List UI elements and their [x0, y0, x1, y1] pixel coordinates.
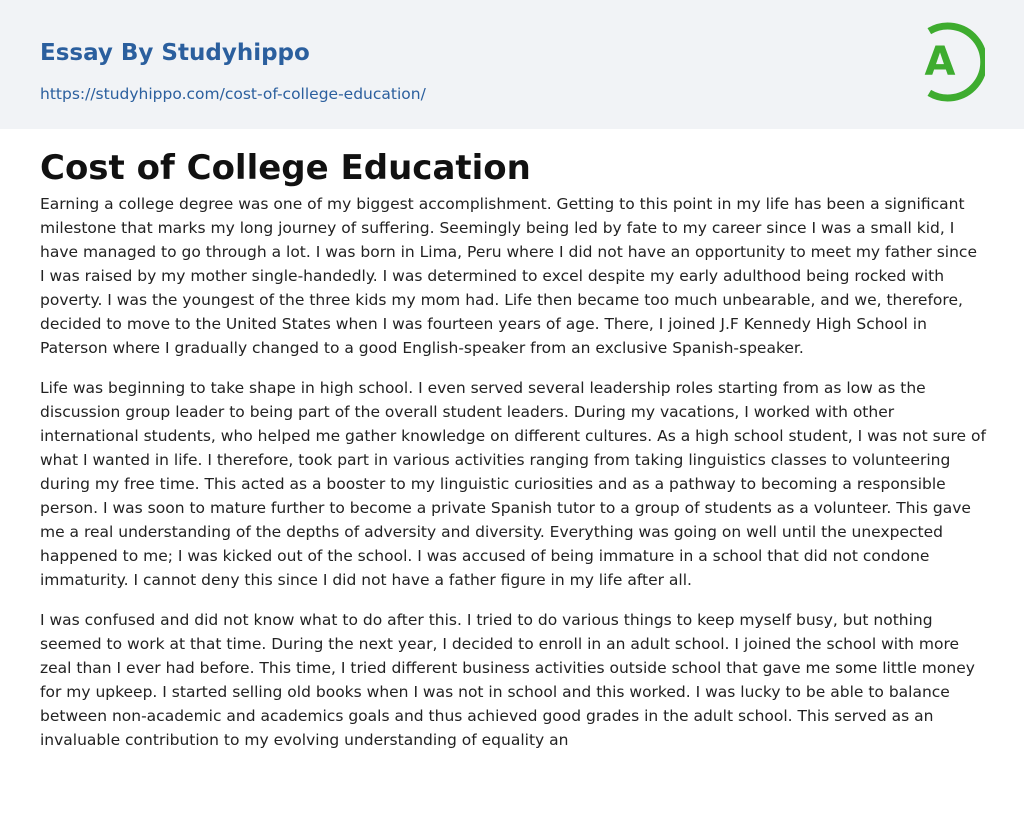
essay-content: [0, 129, 1024, 752]
essay-url-link[interactable]: https://studyhippo.com/cost-of-college-education/: [40, 85, 426, 103]
essay-paragraph-1: Earning a college degree was one of my biggest accomplishment. Getting to this point in my life has been a significant milestone that marks my long journey of suffering. Seemingly being led by fate to my career since I was a small kid, I have managed to go through a lot. I was born in Lima, Peru where I did not have an opportunity to meet my father since I was raised by my mother single-handedly. I was determined to excel despite my early adulthood being rocked with poverty. I was the youngest of the three kids my mom had. Life then became too much unbearable, and we, therefore, decided to move to the United States when I was fourteen years of age. There, I joined J.F Kennedy High School in Paterson where I gradually changed to a good English-speaker from an exclusive Spanish-speaker.: [40, 195, 977, 357]
logo-letter: A: [924, 39, 956, 85]
site-header: [0, 0, 1024, 129]
essay-title: Cost of College Education: [40, 148, 531, 188]
studyhippo-logo-icon[interactable]: [913, 20, 985, 104]
essay-paragraph-2: Life was beginning to take shape in high school. I even served several leadership roles starting from as low as the discussion group leader to being part of the overall student leaders. During my vacations, I worked with other international students, who helped me gather knowledge on different cultures. As a high school student, I was not sure of what I wanted in life. I therefore, took part in various activities ranging from taking linguistics classes to volunteering during my free time. This acted as a booster to my linguistic curiosities and as a pathway to becoming a responsible person. I was soon to mature further to become a private Spanish tutor to a group of students as a volunteer. This gave me a real understanding of the depths of adversity and diversity. Everything was going on well until the unexpected happened to me; I was kicked out of the school. I was accused of being immature in a school that did not condone immaturity. I cannot deny this since I did not have a father figure in my life after all.: [40, 379, 986, 589]
essay-paragraph-3: I was confused and did not know what to do after this. I tried to do various things to keep myself busy, but nothing seemed to work at that time. During the next year, I decided to enroll in an adult school. I joined the school with more zeal than I ever had before. This time, I tried different business activities outside school that gave me some little money for my upkeep. I started selling old books when I was not in school and this worked. I was lucky to be able to balance between non-academic and academics goals and thus achieved good grades in the adult school. This served as an invaluable contribution to my evolving understanding of equality an: [40, 611, 975, 749]
brand-title[interactable]: Essay By Studyhippo: [40, 40, 310, 66]
